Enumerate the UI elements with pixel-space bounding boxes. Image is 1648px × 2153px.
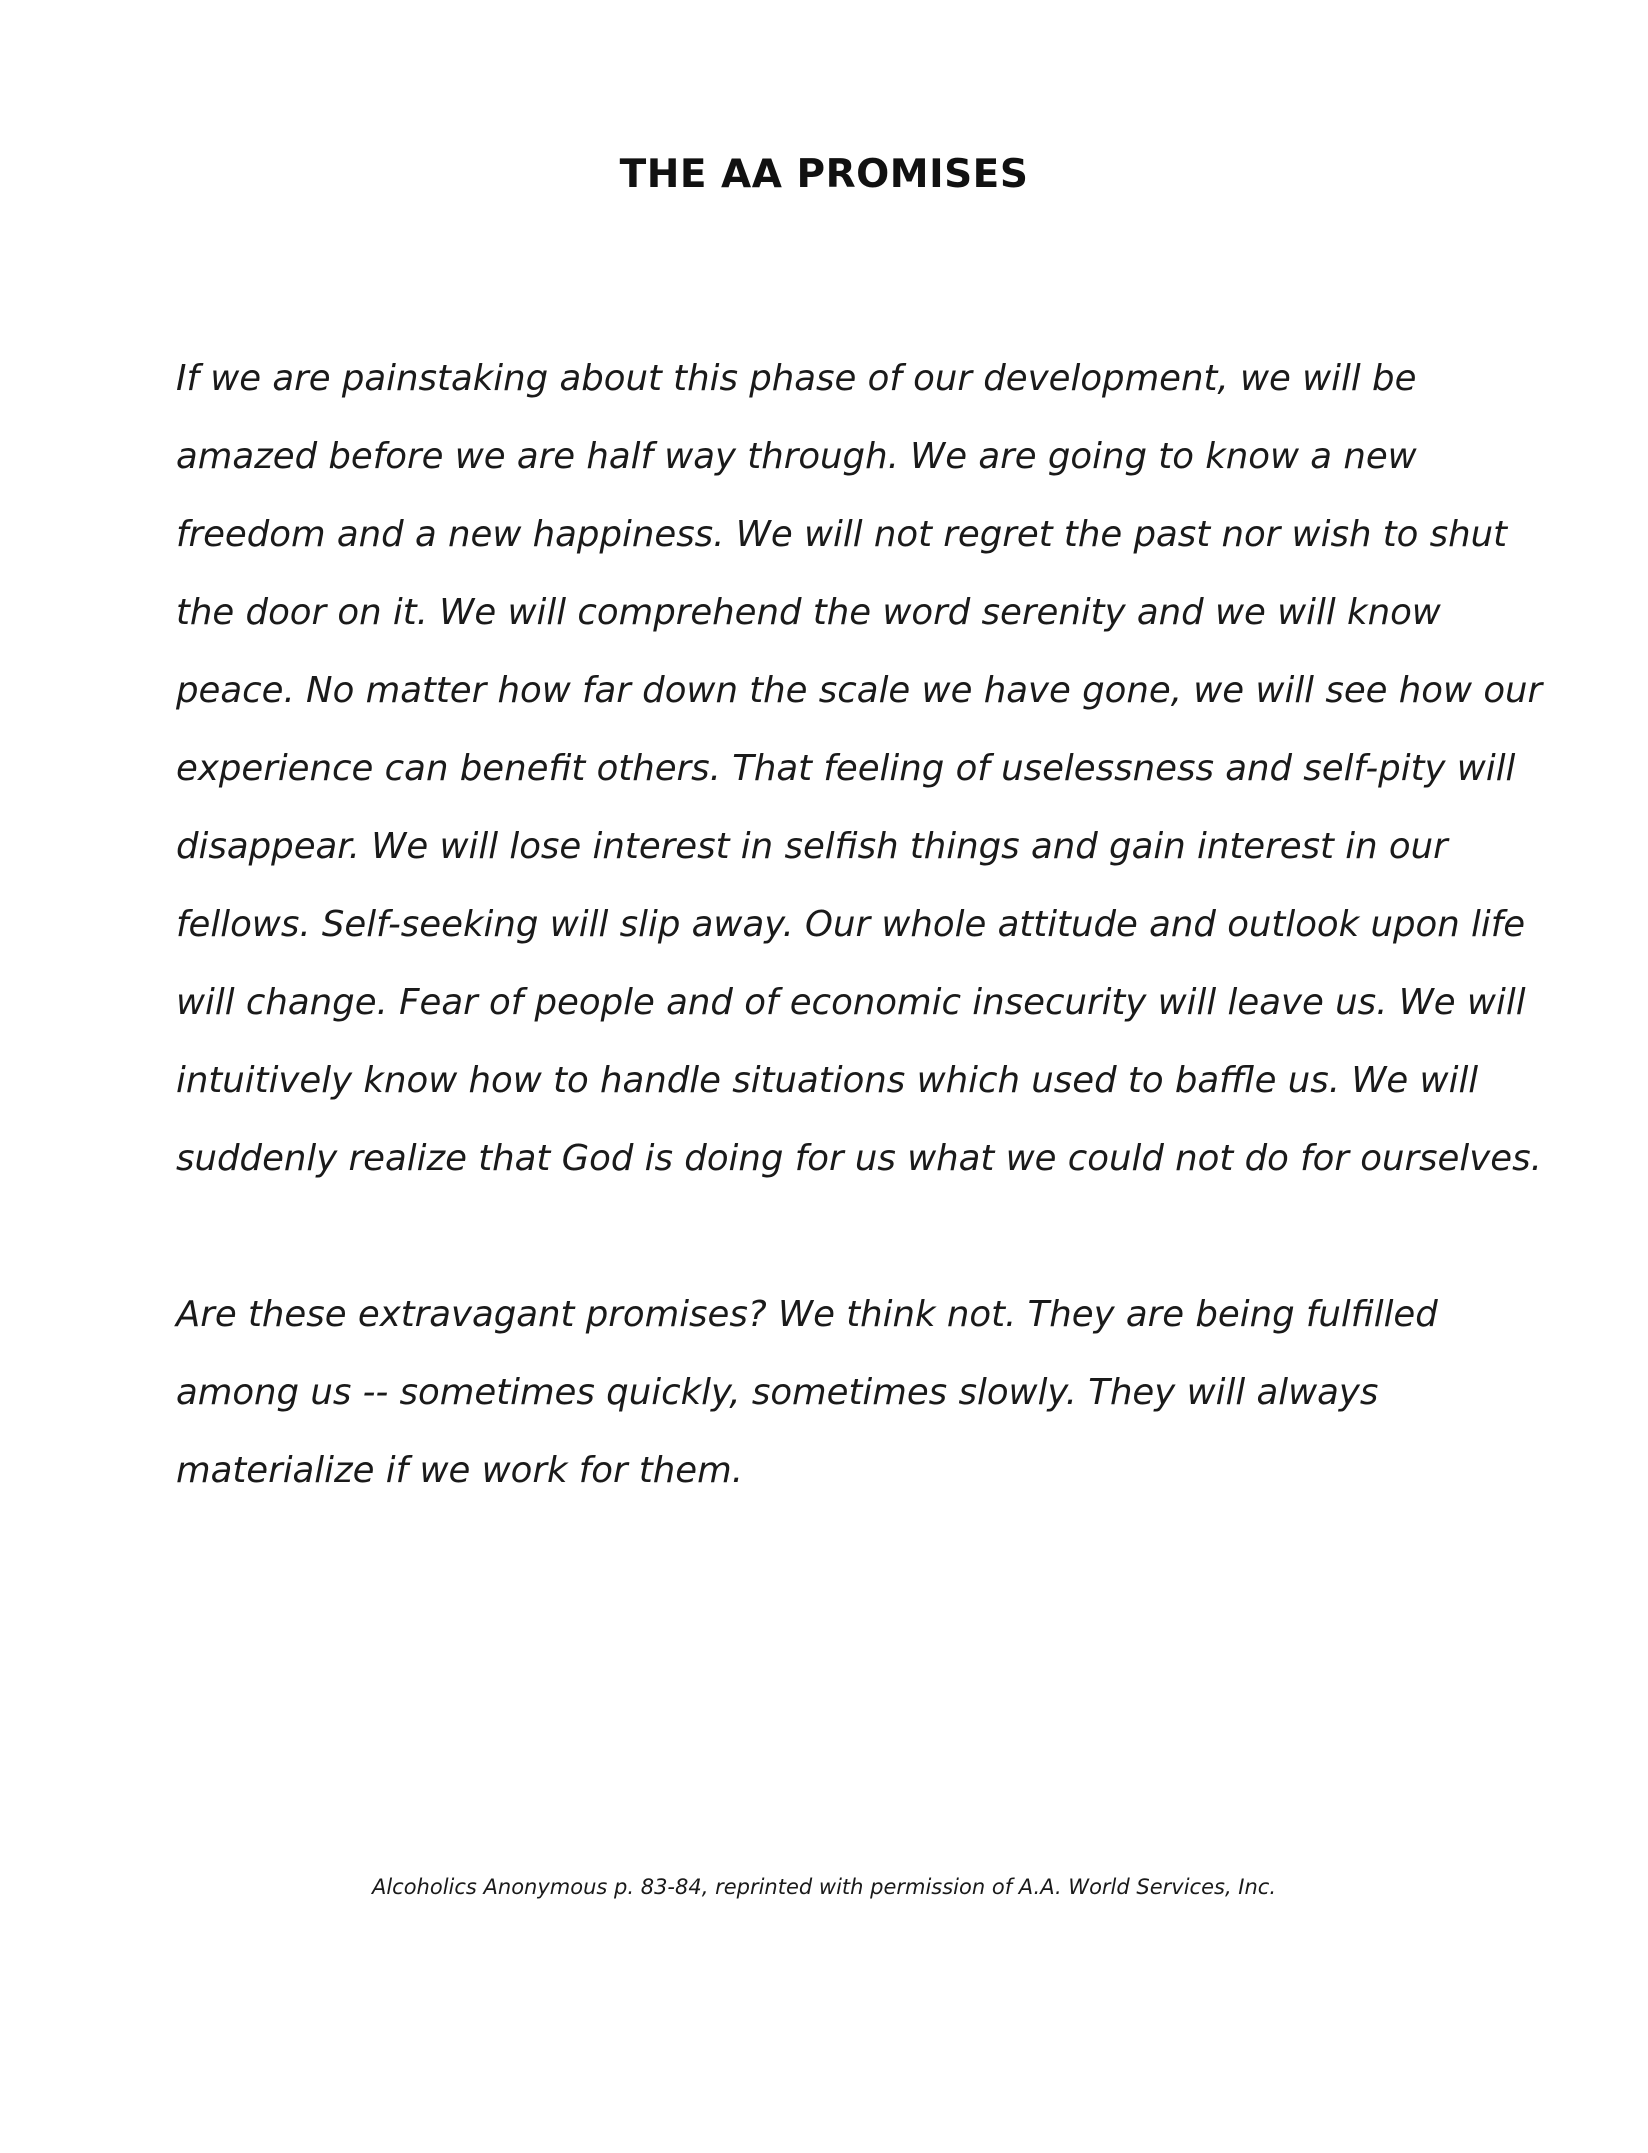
paragraph-line: Are these extravagant promises? We think not. They are being fulfilled — [176, 1294, 1438, 1335]
promises-paragraph — [176, 340, 1543, 1198]
closing-paragraph — [176, 1276, 1486, 1510]
paragraph-line: fellows. Self-seeking will slip away. Our whole attitude and outlook upon life — [176, 904, 1526, 945]
paragraph-line: among us -- sometimes quickly, sometimes slowly. They will always — [176, 1372, 1379, 1413]
paragraph-line: intuitively know how to handle situations which used to baffle us. We will — [176, 1060, 1479, 1101]
paragraph-line: amazed before we are half way through. We are going to know a new — [176, 436, 1417, 477]
document-title: THE AA PROMISES — [619, 152, 1029, 197]
paragraph-line: experience can benefit others. That feeling of uselessness and self-pity will — [176, 748, 1516, 789]
paragraph-line: If we are painstaking about this phase of our development, we will be — [176, 358, 1417, 399]
paragraph-line: freedom and a new happiness. We will not regret the past nor wish to shut — [176, 514, 1508, 555]
paragraph-line: materialize if we work for them. — [176, 1450, 744, 1491]
paragraph-line: suddenly realize that God is doing for us what we could not do for ourselves. — [176, 1138, 1542, 1179]
paragraph-line: peace. No matter how far down the scale we have gone, we will see how our — [176, 670, 1543, 711]
paragraph-line: disappear. We will lose interest in selfish things and gain interest in our — [176, 826, 1448, 867]
paragraph-line: will change. Fear of people and of economic insecurity will leave us. We will — [176, 982, 1526, 1023]
source-citation: Alcoholics Anonymous p. 83-84, reprinted with permission of A.A. World Services, Inc. — [371, 1875, 1277, 1899]
paragraph-line: the door on it. We will comprehend the word serenity and we will know — [176, 592, 1441, 633]
